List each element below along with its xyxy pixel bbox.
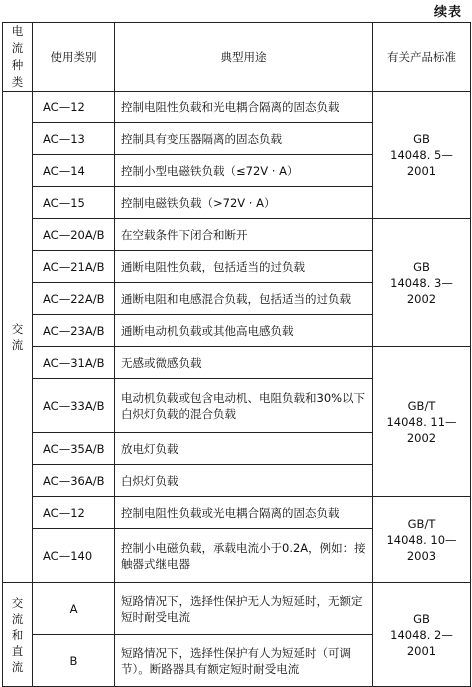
use-cell: 无感或微感负载 [115, 347, 373, 379]
category-cell: AC—31A/B [33, 347, 115, 379]
table-row [3, 219, 471, 251]
table-row [3, 92, 471, 123]
category-cell: AC—36A/B [33, 465, 115, 497]
use-cell: 放电灯负载 [115, 433, 373, 465]
category-cell: AC—140 [33, 529, 115, 583]
table-row [3, 347, 471, 379]
use-cell: 控制小型电磁铁负载（≤72V · A） [115, 155, 373, 187]
header-standard: 有关产品标准 [373, 23, 471, 92]
use-cell: 控制电阻性负载或光电耦合隔离的固态负载 [115, 497, 373, 529]
category-cell: AC—12 [33, 92, 115, 123]
category-cell: AC—33A/B [33, 379, 115, 433]
category-cell: AC—12 [33, 497, 115, 529]
use-cell: 控制小电磁负载，承载电流小于0.2A，例如：接触器式继电器 [115, 529, 373, 583]
standard-text: GB/T 14048. 10—2003 [386, 516, 457, 563]
use-cell: 短路情况下，选择性保护无人为短延时，无额定短时耐受电流 [115, 583, 373, 635]
table-row [3, 497, 471, 529]
use-cell: 电动机负载或包含电动机、电阻负载和30%以下白炽灯负载的混合负载 [115, 379, 373, 433]
category-cell: B [33, 635, 115, 687]
use-cell: 通断电动机负载或其他高电感负载 [115, 315, 373, 347]
table-row [3, 583, 471, 635]
group-ac: 交流 [3, 92, 33, 583]
category-cell: AC—22A/B [33, 283, 115, 315]
standard-cell [373, 497, 471, 583]
header-typical-use: 典型用途 [115, 23, 373, 92]
standard-text: GB 14048. 3—2002 [390, 259, 453, 306]
use-cell: 在空载条件下闭合和断开 [115, 219, 373, 251]
header-category: 使用类别 [33, 23, 115, 92]
standard-cell [373, 92, 471, 219]
usage-category-table [2, 22, 471, 687]
standard-text: GB/T 14048. 11—2002 [386, 398, 457, 445]
continued-label: 续表 [433, 5, 462, 20]
standard-text: GB 14048. 2—2001 [390, 611, 453, 658]
category-cell: AC—35A/B [33, 433, 115, 465]
category-cell: AC—23A/B [33, 315, 115, 347]
group-ac-dc [3, 583, 33, 687]
standard-cell [373, 219, 471, 347]
use-cell: 控制电阻性负载和光电耦合隔离的固态负载 [115, 92, 373, 123]
standard-cell [373, 583, 471, 687]
use-cell: 控制电磁铁负载（>72V · A） [115, 187, 373, 219]
use-cell: 白炽灯负载 [115, 465, 373, 497]
category-cell: AC—14 [33, 155, 115, 187]
use-cell: 通断电阻性负载，包括适当的过负载 [115, 251, 373, 283]
header-row [3, 23, 471, 92]
header-current-type-text: 电流 种类 [11, 24, 24, 89]
category-cell: AC—20A/B [33, 219, 115, 251]
category-cell: AC—15 [33, 187, 115, 219]
category-cell: AC—21A/B [33, 251, 115, 283]
group-ac-dc-text: 交流 和 直流 [11, 595, 24, 674]
standard-text: GB 14048. 5—2001 [390, 132, 453, 178]
use-cell: 通断电阻和电感混合负载，包括适当的过负载 [115, 283, 373, 315]
use-cell: 短路情况下，选择性保护有人为短延时（可调节）。断路器具有额定短时耐受电流 [115, 635, 373, 687]
use-cell: 控制具有变压器隔离的固态负载 [115, 123, 373, 155]
standard-cell [373, 347, 471, 497]
category-cell: AC—13 [33, 123, 115, 155]
category-cell: A [33, 583, 115, 635]
header-current-type [3, 23, 33, 92]
